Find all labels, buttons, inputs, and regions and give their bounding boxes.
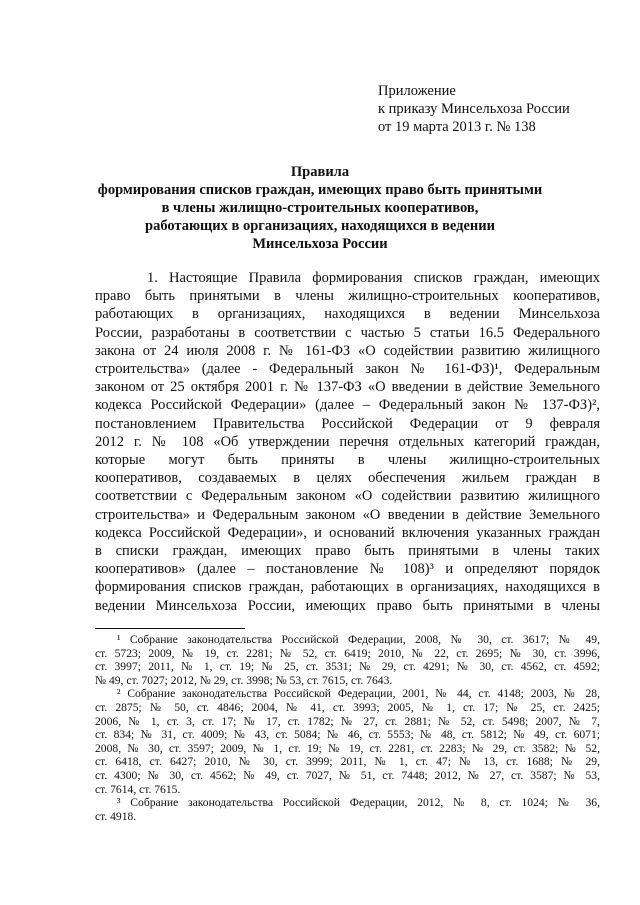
- body-line: строительства» (далее - Федеральный закон № 161-ФЗ)¹, Федеральным: [95, 361, 600, 378]
- appendix-line: Приложение: [378, 83, 456, 99]
- body-line: кооперативов, создаваемых в целях обеспечения жильем граждан в: [95, 470, 600, 487]
- body-line: в списки граждан, имеющих право быть принятыми в члены таких: [95, 543, 600, 560]
- body-line: ведении Минсельхоза России, имеющих право быть принятыми в члены: [95, 597, 600, 614]
- footnote-line: ст. 4918.: [95, 809, 137, 823]
- appendix-line: к приказу Минсельхоза России: [378, 101, 570, 117]
- footnote-line: ст. 3997; 2011, № 1, ст. 19; № 25, ст. 3531; № 29, ст. 4291; № 30, ст. 4562, ст. 4592;: [95, 660, 600, 674]
- footnote-line: ст. 5723; 2009, № 19, ст. 2281; № 52, ст. 6419; 2010, № 22, ст. 2695; № 30, ст. 3996,: [95, 646, 600, 660]
- footnote-line: 2008, № 30, ст. 3597; 2009, № 1, ст. 19; № 19, ст. 2281, ст. 2283; № 29, ст. 3582; № 52,: [95, 741, 600, 755]
- body-line: законом от 25 октября 2001 г. № 137-ФЗ «О введении в действие Земельного: [95, 379, 600, 396]
- footnote-separator: [95, 628, 245, 629]
- appendix-header: [378, 82, 570, 136]
- body-line: работающих в организациях, находящихся в ведении Минсельхоза: [95, 306, 600, 323]
- footnote-line: ст. 834; № 31, ст. 4009; № 43, ст. 5084; № 46, ст. 5553; № 48, ст. 5812; № 49, ст. 6071;: [95, 728, 600, 742]
- main-paragraph: [95, 269, 600, 615]
- footnote-line: ² Собрание законодательства Российской Федерации, 2001, № 44, ст. 4148; 2003, № 28,: [117, 687, 600, 701]
- body-line: которые могут быть приняты в члены жилищно-строительных: [95, 452, 600, 469]
- footnote-line: ст. 2875; № 50, ст. 4846; 2004, № 41, ст. 3993; 2005, № 1, ст. 17; № 25, ст. 2425;: [95, 700, 600, 714]
- body-line: соответствии с Федеральным законом «О содействии развитию жилищного: [95, 488, 600, 505]
- appendix-line: от 19 марта 2013 г. № 138: [378, 119, 536, 135]
- footnote-line: 2006, № 1, ст. 3, ст. 17; № 17, ст. 1782; № 27, ст. 2881; № 52, ст. 5498; 2007, № 7,: [95, 714, 600, 728]
- footnote-line: ст. 6418, ст. 6427; 2010, № 30, ст. 3999; 2011, № 1, ст. 47; № 13, ст. 1688; № 29,: [95, 755, 600, 769]
- title-line: работающих в организациях, находящихся в ведении: [145, 218, 495, 234]
- footnote-line: ст. 7614, ст. 7615.: [95, 782, 181, 796]
- document-title: [95, 163, 545, 253]
- body-line: кодекса Российской Федерации» (далее – Федеральный закон № 137-ФЗ)²,: [95, 397, 600, 414]
- body-line: закона от 24 июля 2008 г. № 161-ФЗ «О содействии развитию жилищного: [95, 342, 600, 359]
- footnote-line: № 49, ст. 7027; 2012, № 29, ст. 3998; № 53, ст. 7615, ст. 7643.: [95, 673, 393, 687]
- body-line: строительства» и Федеральным законом «О введении в действие Земельного: [95, 506, 600, 523]
- title-line: формирования списков граждан, имеющих право быть принятыми: [97, 182, 543, 198]
- footnotes: [95, 633, 600, 823]
- title-line: в члены жилищно-строительных кооперативов,: [161, 200, 479, 216]
- footnote-line: ¹ Собрание законодательства Российской Федерации, 2008, № 30, ст. 3617; № 49,: [117, 633, 600, 646]
- body-line: формирования списков граждан, работающих в организациях, находящихся в: [95, 579, 600, 596]
- body-line: кодекса Российской Федерации», и оснований включения указанных граждан: [95, 524, 600, 541]
- body-line: 2012 г. № 108 «Об утверждении перечня отдельных категорий граждан,: [95, 433, 600, 450]
- body-line: кооперативов» (далее – постановление № 108)³ и определяют порядок: [95, 561, 600, 578]
- footnote-line: ³ Собрание законодательства Российской Федерации, 2012, № 8, ст. 1024; № 36,: [117, 796, 600, 810]
- title-line: Правила: [290, 164, 350, 180]
- title-line: Минсельхоза России: [252, 236, 388, 252]
- body-line: России, разработаны в соответствии с частью 5 статьи 16.5 Федерального: [95, 324, 600, 341]
- body-line: 1. Настоящие Правила формирования списков граждан, имеющих: [147, 270, 600, 286]
- footnote-line: ст. 4300; № 30, ст. 4562; № 49, ст. 7027, № 51, ст. 7448; 2012, № 27, ст. 3587; № 53,: [95, 768, 600, 782]
- body-line: постановлением Правительства Российской Федерации от 9 февраля: [95, 415, 600, 432]
- body-line: право быть принятыми в члены жилищно-строительных кооперативов,: [95, 288, 600, 305]
